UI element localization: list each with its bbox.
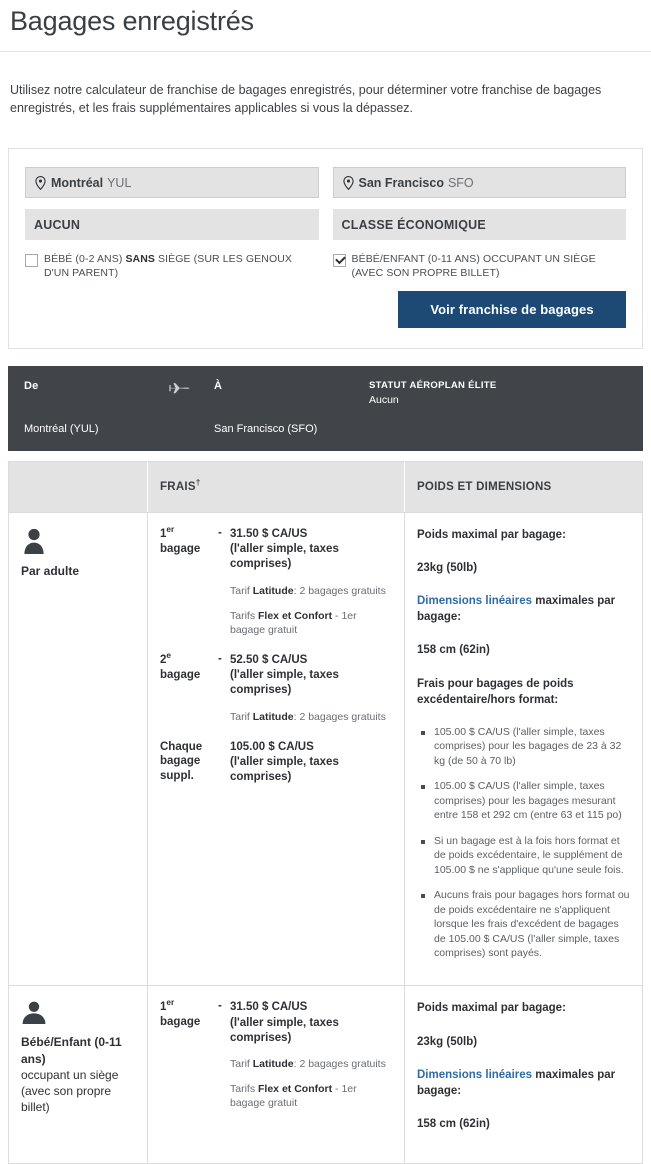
max-weight-value: 23kg (50lb) <box>417 1035 478 1048</box>
max-weight-label: Poids maximal par bagage: <box>417 1002 566 1015</box>
fee-body <box>230 1000 392 1110</box>
fee-note: Tarif Latitude: 2 bagages gratuits <box>230 710 386 723</box>
dimensions-cell <box>405 513 642 985</box>
header-weight-dimensions: POIDS ET DIMENSIONS <box>417 481 552 494</box>
max-weight-value: 23kg (50lb) <box>417 562 478 575</box>
fee-item <box>160 1000 392 1110</box>
list-item: Aucuns frais pour bagages hors format ou de poids excédentaire ne s'appliquent lorsque les frais d'excédent de bagages de 105.00 $ CA/US (l'aller simple, taxes comprises) sont payés. <box>434 889 630 959</box>
submit-row <box>333 291 627 328</box>
origin-field[interactable] <box>25 167 319 198</box>
passenger-type-label: Par adulte <box>21 564 80 579</box>
fee-ordinal: 1er bagage <box>160 998 201 1029</box>
table-header-row <box>9 462 642 513</box>
infant-lap-checkbox-row[interactable] <box>25 251 319 285</box>
passenger-type-cell <box>9 513 148 985</box>
fee-item <box>160 653 392 724</box>
passenger-type-label: Bébé/Enfant (0-11 ans) occupant un siège (avec son propre billet) <box>21 1035 122 1115</box>
fee-note: Tarif Latitude: 2 bagages gratuits <box>230 1057 386 1070</box>
destination-code: SFO <box>447 175 474 190</box>
fee-dash: - <box>218 653 222 666</box>
aeroplan-status-value: AUCUN <box>34 217 81 232</box>
calculator-left-column <box>25 167 319 328</box>
fee-dash <box>218 740 230 786</box>
fee-item <box>160 527 392 637</box>
infant-seat-checkbox-row[interactable] <box>333 251 627 285</box>
fee-price: 31.50 $ CA/US (l'aller simple, taxes comprises) <box>230 528 339 571</box>
summary-from-label: De <box>24 380 39 393</box>
fees-cell <box>148 513 405 985</box>
infant-lap-label: BÉBÉ (0-2 ANS) SANS SIÈGE (SUR LES GENOUX D'UN PARENT) <box>44 253 293 279</box>
origin-code: YUL <box>107 175 132 190</box>
fee-ordinal: 2e bagage <box>160 651 201 681</box>
infant-lap-checkbox[interactable] <box>25 254 38 267</box>
cabin-class-select[interactable] <box>333 209 627 240</box>
fee-price: 31.50 $ CA/US (l'aller simple, taxes comprises) <box>230 1001 339 1044</box>
fee-ordinal: Chaque bagage suppl. <box>160 740 203 783</box>
header-passenger-type <box>9 462 148 512</box>
infant-seat-label: BÉBÉ/ENFANT (0-11 ANS) OCCUPANT UN SIÈGE (AVEC SON PROPRE BILLET) <box>351 253 596 279</box>
linear-dimensions-link[interactable]: Dimensions linéaires <box>417 595 533 608</box>
fee-note: Tarifs Flex et Confort - 1er bagage gratuit <box>230 609 357 636</box>
calculator-right-column <box>333 167 627 328</box>
page-title: Bagages enregistrés <box>10 6 254 36</box>
fee-body <box>230 527 392 637</box>
fee-note: Tarif Latitude: 2 bagages gratuits <box>230 584 386 597</box>
fee-price: 105.00 $ CA/US (l'aller simple, taxes comprises) <box>230 740 339 784</box>
baggage-calculator-card <box>8 148 643 349</box>
fee-dash: - <box>218 1000 222 1013</box>
calculator-fields-row <box>25 167 626 328</box>
itinerary-summary-bar <box>8 366 643 451</box>
header-fees: FRAIS† <box>148 462 405 512</box>
adult-passenger-icon <box>21 527 135 560</box>
airplane-icon <box>169 380 214 396</box>
map-pin-icon <box>35 176 46 190</box>
destination-field[interactable] <box>333 167 627 198</box>
cabin-class-value: CLASSE ÉCONOMIQUE <box>341 217 486 232</box>
excess-fees-list <box>417 725 630 961</box>
table-row <box>9 986 642 1163</box>
baggage-fee-table <box>8 461 643 1164</box>
excess-fees-label: Frais pour bagages de poids excédentaire/hors format: <box>417 677 574 706</box>
linear-dimensions-value: 158 cm (62in) <box>417 644 490 657</box>
origin-city: Montréal <box>51 175 104 190</box>
page-intro-text: Utilisez notre calculateur de franchise de bagages enregistrés, pour déterminer votre franchise de bagages enregistrés, et les frais supplémentaires applicables si vous la dépassez. <box>10 82 602 116</box>
view-baggage-allowance-button[interactable]: Voir franchise de bagages <box>398 291 626 328</box>
table-row <box>9 513 642 986</box>
summary-to-value: San Francisco (SFO) <box>214 423 318 436</box>
linear-dimensions-value: 158 cm (62in) <box>417 1117 490 1130</box>
max-weight-label: Poids maximal par bagage: <box>417 529 566 542</box>
linear-dimensions-label: Dimensions linéaires maximales par bagage: <box>417 595 616 624</box>
fees-cell <box>148 986 405 1162</box>
linear-dimensions-label: Dimensions linéaires maximales par bagage: <box>417 1068 616 1097</box>
summary-status-value: Aucun <box>369 393 399 406</box>
list-item: 105.00 $ CA/US (l'aller simple, taxes comprises) pour les bagages de 23 à 32 kg (de 50 à 70 lb) <box>434 725 630 768</box>
fee-body <box>230 740 392 786</box>
list-item: 105.00 $ CA/US (l'aller simple, taxes comprises) pour les bagages mesurant entre 158 et 292 cm (entre 63 et 115 po) <box>434 779 630 822</box>
dimensions-cell <box>405 986 642 1162</box>
summary-status-label: STATUT AÉROPLAN ÉLITE <box>369 380 497 392</box>
list-item: Si un bagage est à la fois hors format et de poids excédentaire, le supplément de 105.00 $ ne s'applique qu'une seule fois. <box>434 834 630 877</box>
linear-dimensions-link[interactable]: Dimensions linéaires <box>417 1068 533 1081</box>
aeroplan-status-select[interactable] <box>25 209 319 240</box>
fee-note: Tarifs Flex et Confort - 1er bagage gratuit <box>230 1083 357 1110</box>
destination-city: San Francisco <box>358 175 444 190</box>
fee-body <box>230 653 392 724</box>
page-header <box>0 0 651 52</box>
fee-ordinal: 1er bagage <box>160 525 201 555</box>
map-pin-icon <box>343 176 354 190</box>
summary-from-value: Montréal (YUL) <box>24 423 99 436</box>
infant-passenger-icon <box>21 1000 135 1031</box>
infant-seat-checkbox[interactable] <box>333 254 346 267</box>
fee-price: 52.50 $ CA/US (l'aller simple, taxes comprises) <box>230 654 339 697</box>
passenger-type-cell <box>9 986 148 1162</box>
summary-status-block <box>369 380 627 407</box>
summary-to-label: À <box>214 380 223 393</box>
fee-dash: - <box>218 527 222 540</box>
fee-item <box>160 740 392 786</box>
